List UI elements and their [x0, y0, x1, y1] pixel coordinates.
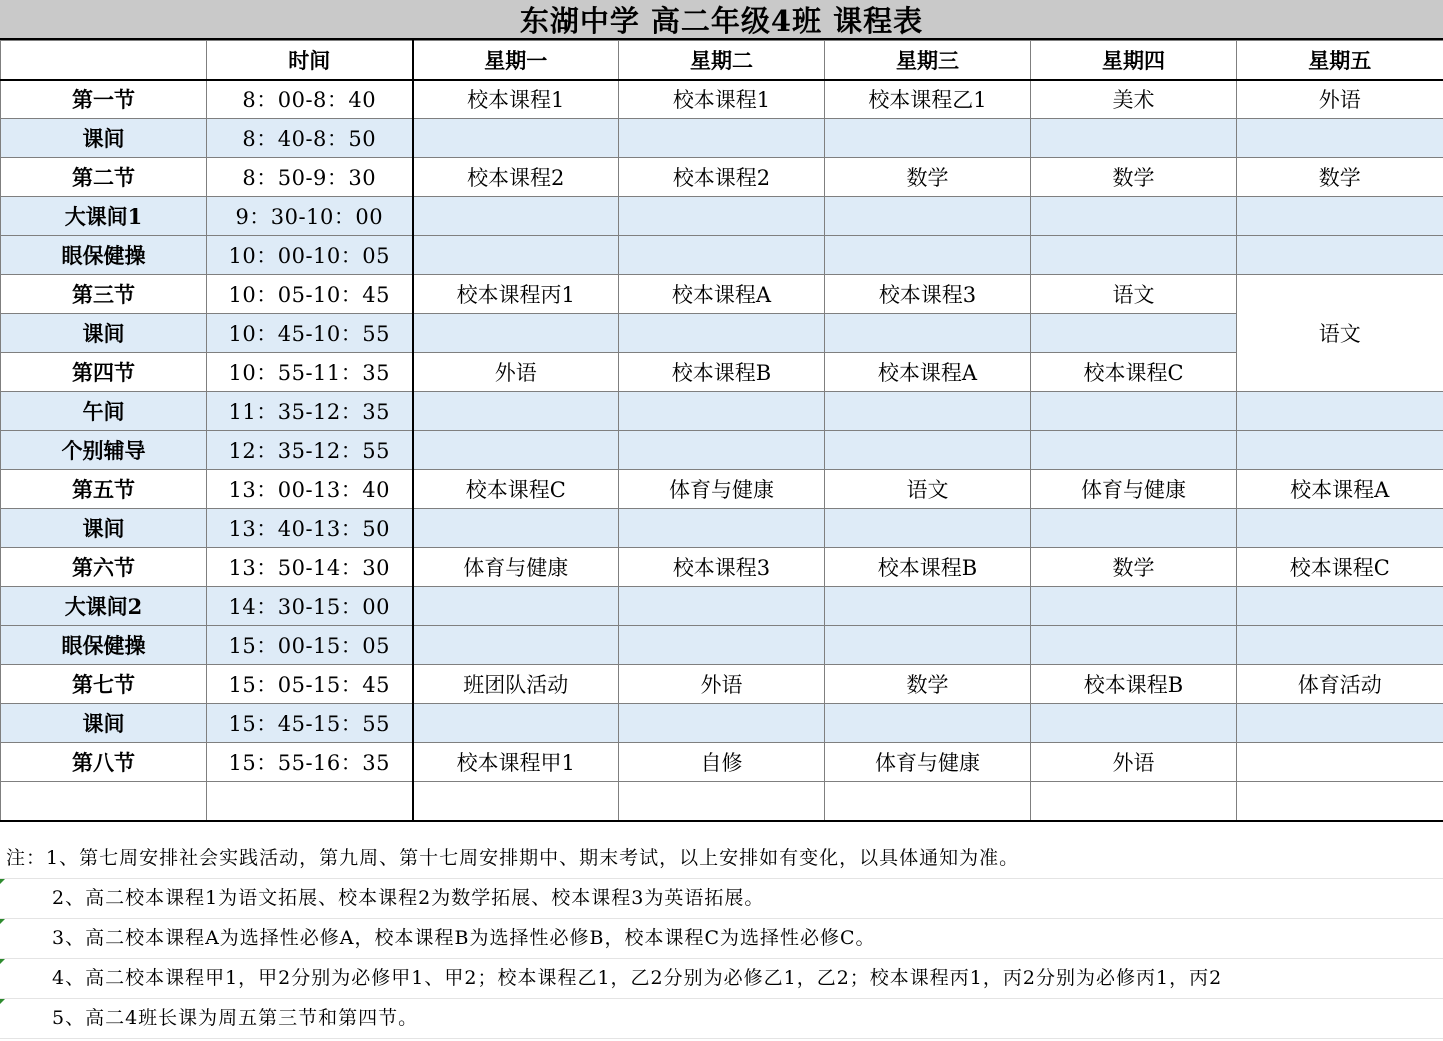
table-row: [1, 743, 1443, 782]
course-cell-fri: [1237, 392, 1443, 431]
period-label: 眼保健操: [1, 236, 207, 275]
course-cell-tue: [619, 587, 825, 626]
course-cell-mon: [413, 314, 619, 353]
course-cell-fri: 校本课程C: [1237, 548, 1443, 587]
course-cell-wed: 语文: [825, 470, 1031, 509]
table-row: [1, 665, 1443, 704]
header-tuesday: 星期二: [619, 41, 825, 80]
course-cell-wed: [825, 587, 1031, 626]
course-cell-mon: [413, 587, 619, 626]
course-cell-mon: [413, 197, 619, 236]
table-row: [1, 470, 1443, 509]
course-cell-thu: 语文: [1031, 275, 1237, 314]
period-label: 第二节: [1, 158, 207, 197]
course-cell-tue: 外语: [619, 665, 825, 704]
cell-marker-icon: [0, 919, 5, 924]
course-cell-tue: [619, 392, 825, 431]
course-cell-tue: [619, 431, 825, 470]
period-time: 10：00-10：05: [207, 236, 413, 275]
notes-section: [0, 839, 1443, 1039]
period-time: 10：45-10：55: [207, 314, 413, 353]
period-label: 第五节: [1, 470, 207, 509]
note-4: [0, 959, 1443, 999]
course-cell-mon: [413, 431, 619, 470]
period-time: 10：05-10：45: [207, 275, 413, 314]
note-2-text: 2、高二校本课程1为语文拓展、校本课程2为数学拓展、校本课程3为英语拓展。: [52, 887, 765, 909]
course-cell-wed: [825, 392, 1031, 431]
course-cell-fri: 外语: [1237, 80, 1443, 119]
period-time: 12：35-12：55: [207, 431, 413, 470]
course-cell-thu: [1031, 704, 1237, 743]
period-label: 午间: [1, 392, 207, 431]
table-row: [1, 80, 1443, 119]
header-time: 时间: [207, 41, 413, 80]
table-row: [1, 314, 1443, 353]
period-label: 第三节: [1, 275, 207, 314]
course-cell-thu: [1031, 431, 1237, 470]
course-cell-wed: 校本课程3: [825, 275, 1031, 314]
course-cell-fri: 校本课程A: [1237, 470, 1443, 509]
course-cell-wed: [825, 314, 1031, 353]
note-3: [0, 919, 1443, 959]
course-cell-wed: [825, 197, 1031, 236]
course-cell-wed: 数学: [825, 158, 1031, 197]
course-cell-thu: 美术: [1031, 80, 1237, 119]
course-cell-tue: [619, 119, 825, 158]
period-time: 8：40-8：50: [207, 119, 413, 158]
period-label: 第四节: [1, 353, 207, 392]
period-time: 11：35-12：35: [207, 392, 413, 431]
course-cell-thu: [1031, 119, 1237, 158]
period-time: 15：55-16：35: [207, 743, 413, 782]
course-cell-tue: [619, 626, 825, 665]
note-5: [0, 999, 1443, 1039]
course-cell-tue: 校本课程2: [619, 158, 825, 197]
table-row: [1, 119, 1443, 158]
course-cell-mon: 外语: [413, 353, 619, 392]
course-cell-wed: [825, 119, 1031, 158]
timetable: [0, 40, 1443, 822]
course-cell-thu: 校本课程C: [1031, 353, 1237, 392]
course-cell-fri: [1237, 197, 1443, 236]
course-cell-thu: 外语: [1031, 743, 1237, 782]
cell-marker-icon: [0, 999, 5, 1004]
course-cell-mon: 班团队活动: [413, 665, 619, 704]
period-label: 课间: [1, 119, 207, 158]
course-cell-wed: 校本课程乙1: [825, 80, 1031, 119]
table-row: [1, 392, 1443, 431]
course-cell-fri: 体育活动: [1237, 665, 1443, 704]
note-3-text: 3、高二校本课程A为选择性必修A，校本课程B为选择性必修B，校本课程C为选择性必修C。: [52, 927, 876, 949]
course-cell-mon: [413, 782, 619, 821]
course-cell-mon: 校本课程C: [413, 470, 619, 509]
course-cell-fri: [1237, 587, 1443, 626]
table-row: [1, 197, 1443, 236]
course-cell-mon: 校本课程1: [413, 80, 619, 119]
course-cell-wed: [825, 782, 1031, 821]
course-cell-tue: 校本课程B: [619, 353, 825, 392]
period-time: 14：30-15：00: [207, 587, 413, 626]
course-cell-fri: 语文: [1237, 275, 1443, 392]
course-cell-fri: [1237, 509, 1443, 548]
cell-marker-icon: [0, 879, 5, 884]
course-cell-thu: [1031, 587, 1237, 626]
course-cell-fri: [1237, 782, 1443, 821]
course-cell-tue: [619, 314, 825, 353]
cell-marker-icon: [0, 959, 5, 964]
course-cell-thu: 数学: [1031, 158, 1237, 197]
course-cell-fri: 数学: [1237, 158, 1443, 197]
course-cell-mon: [413, 704, 619, 743]
course-cell-thu: [1031, 782, 1237, 821]
period-label: 第七节: [1, 665, 207, 704]
course-cell-tue: [619, 782, 825, 821]
period-label: [1, 782, 207, 821]
table-row: [1, 353, 1443, 392]
table-row: [1, 275, 1443, 314]
course-cell-tue: [619, 236, 825, 275]
header-monday: 星期一: [413, 41, 619, 80]
course-cell-fri: [1237, 704, 1443, 743]
course-cell-fri: [1237, 743, 1443, 782]
table-row: [1, 548, 1443, 587]
course-cell-thu: [1031, 392, 1237, 431]
period-time: 13：40-13：50: [207, 509, 413, 548]
course-cell-wed: [825, 626, 1031, 665]
course-cell-wed: [825, 236, 1031, 275]
course-cell-mon: [413, 236, 619, 275]
course-cell-thu: 体育与健康: [1031, 470, 1237, 509]
period-time: 9：30-10：00: [207, 197, 413, 236]
course-cell-tue: 校本课程1: [619, 80, 825, 119]
period-label: 第一节: [1, 80, 207, 119]
table-row: [1, 158, 1443, 197]
note-5-text: 5、高二4班长课为周五第三节和第四节。: [52, 1007, 419, 1029]
period-label: 个别辅导: [1, 431, 207, 470]
table-row: [1, 626, 1443, 665]
course-cell-thu: 校本课程B: [1031, 665, 1237, 704]
course-cell-fri: [1237, 431, 1443, 470]
course-cell-tue: [619, 704, 825, 743]
course-cell-mon: 校本课程丙1: [413, 275, 619, 314]
course-cell-fri: [1237, 236, 1443, 275]
period-time: 10：55-11：35: [207, 353, 413, 392]
course-cell-tue: 自修: [619, 743, 825, 782]
course-cell-mon: [413, 626, 619, 665]
page-title: 东湖中学 高二年级4班 课程表: [0, 0, 1443, 40]
period-time: 8：50-9：30: [207, 158, 413, 197]
period-time: 15：05-15：45: [207, 665, 413, 704]
note-4-text: 4、高二校本课程甲1，甲2分别为必修甲1、甲2；校本课程乙1，乙2分别为必修乙1，乙2；校本课程丙1，丙2分别为必修丙1，丙2: [52, 967, 1223, 989]
header-row: [1, 41, 1443, 80]
header-friday: 星期五: [1237, 41, 1443, 80]
period-label: 大课间2: [1, 587, 207, 626]
period-label: 第六节: [1, 548, 207, 587]
period-label: 课间: [1, 314, 207, 353]
period-time: 15：45-15：55: [207, 704, 413, 743]
course-cell-tue: 校本课程A: [619, 275, 825, 314]
course-cell-thu: [1031, 509, 1237, 548]
header-thursday: 星期四: [1031, 41, 1237, 80]
period-time: 8：00-8：40: [207, 80, 413, 119]
header-corner: [1, 41, 207, 80]
period-time: 13：50-14：30: [207, 548, 413, 587]
period-time: 13：00-13：40: [207, 470, 413, 509]
course-cell-wed: 校本课程A: [825, 353, 1031, 392]
period-label: 课间: [1, 509, 207, 548]
period-label: 课间: [1, 704, 207, 743]
period-label: 大课间1: [1, 197, 207, 236]
table-row: [1, 704, 1443, 743]
course-cell-mon: [413, 119, 619, 158]
header-wednesday: 星期三: [825, 41, 1031, 80]
period-label: 第八节: [1, 743, 207, 782]
note-2: [0, 879, 1443, 919]
course-cell-mon: 校本课程2: [413, 158, 619, 197]
table-row: [1, 782, 1443, 821]
course-cell-mon: 校本课程甲1: [413, 743, 619, 782]
course-cell-wed: 体育与健康: [825, 743, 1031, 782]
course-cell-thu: [1031, 236, 1237, 275]
course-cell-thu: [1031, 314, 1237, 353]
course-cell-fri: [1237, 119, 1443, 158]
course-cell-thu: 数学: [1031, 548, 1237, 587]
table-row: [1, 236, 1443, 275]
course-cell-fri: [1237, 626, 1443, 665]
course-cell-tue: [619, 509, 825, 548]
period-time: [207, 782, 413, 821]
course-cell-wed: 数学: [825, 665, 1031, 704]
course-cell-thu: [1031, 626, 1237, 665]
course-cell-wed: [825, 431, 1031, 470]
course-cell-tue: [619, 197, 825, 236]
course-cell-tue: 校本课程3: [619, 548, 825, 587]
table-row: [1, 431, 1443, 470]
course-cell-mon: 体育与健康: [413, 548, 619, 587]
table-row: [1, 587, 1443, 626]
course-cell-wed: 校本课程B: [825, 548, 1031, 587]
course-cell-tue: 体育与健康: [619, 470, 825, 509]
table-row: [1, 509, 1443, 548]
course-cell-mon: [413, 509, 619, 548]
period-label: 眼保健操: [1, 626, 207, 665]
note-1: 注：1、第七周安排社会实践活动，第九周、第十七周安排期中、期末考试，以上安排如有变化，以具体通知为准。: [0, 839, 1443, 879]
course-cell-wed: [825, 509, 1031, 548]
course-cell-mon: [413, 392, 619, 431]
course-cell-wed: [825, 704, 1031, 743]
course-cell-thu: [1031, 197, 1237, 236]
period-time: 15：00-15：05: [207, 626, 413, 665]
